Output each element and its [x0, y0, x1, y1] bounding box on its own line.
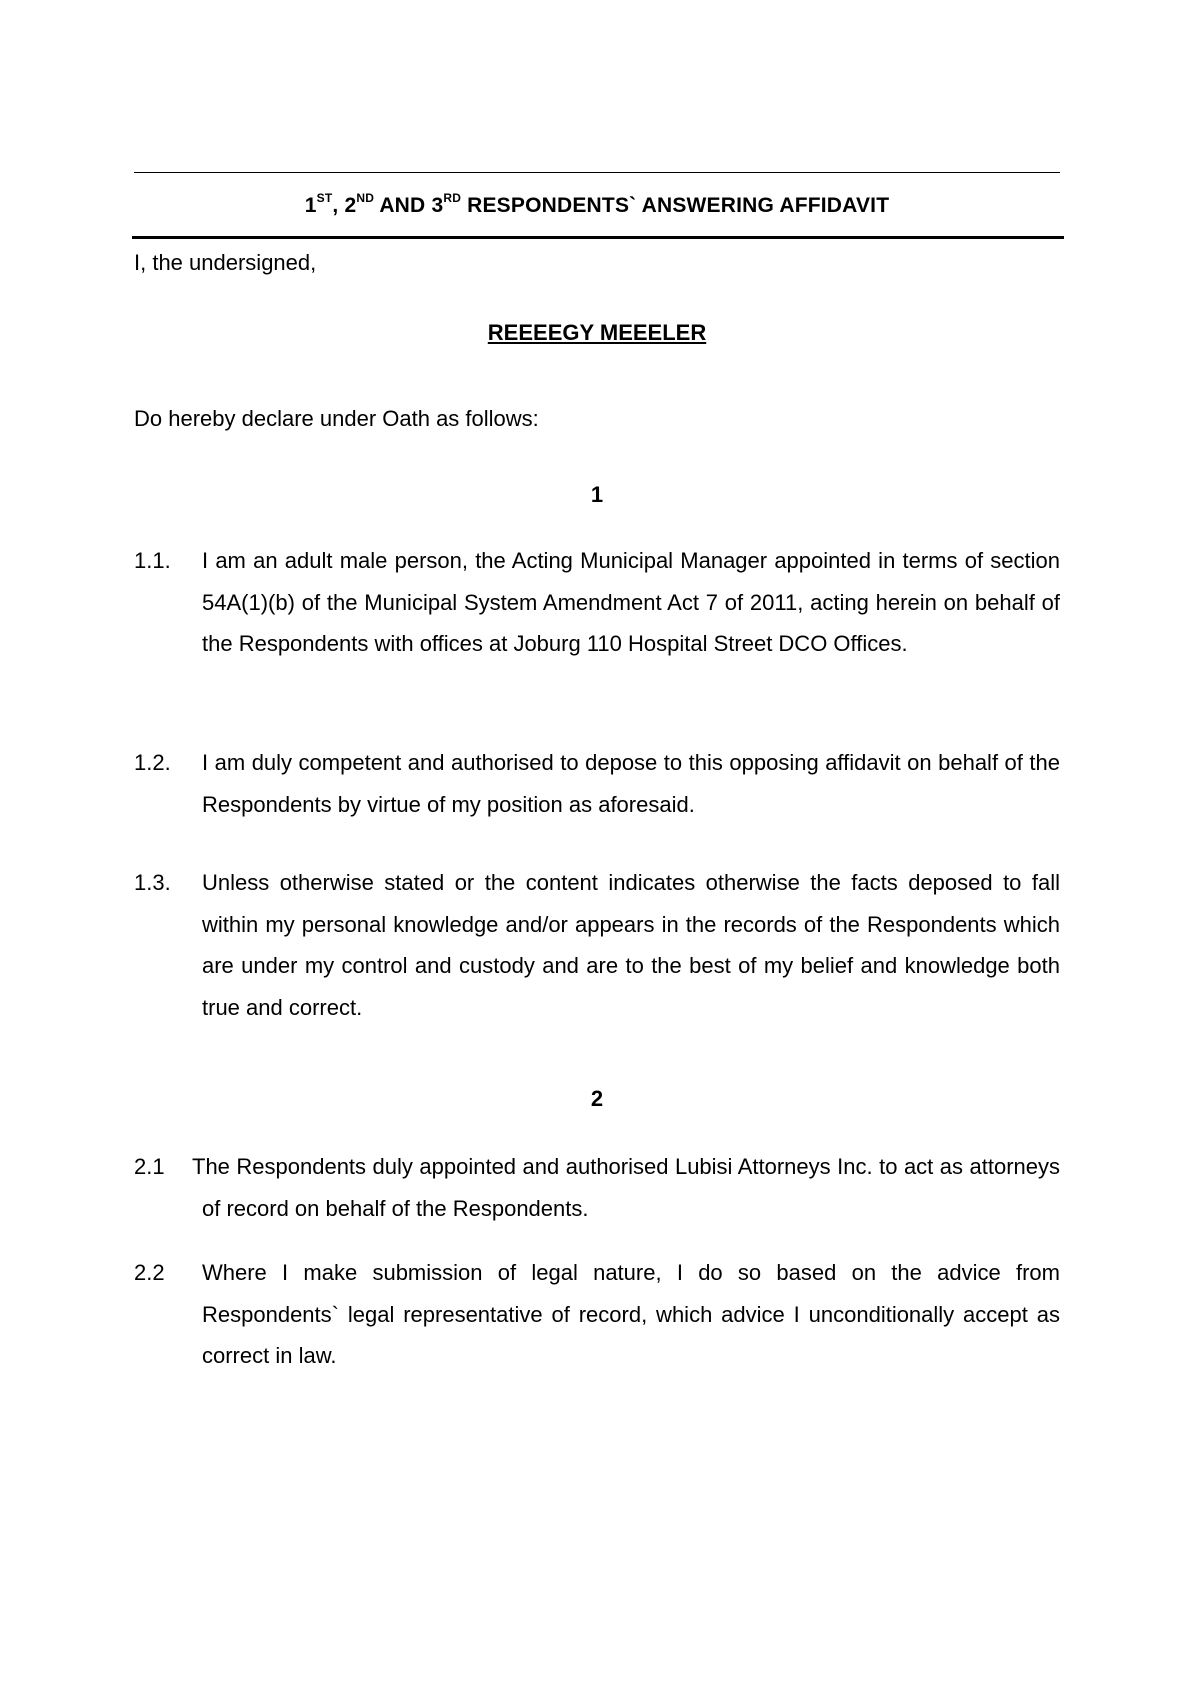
paragraph-text: Unless otherwise stated or the content indicates otherwise the facts deposed to fall within my personal knowledge and/or appears in the records of the Respondents which are under my control and custody and are to the best of my belief and knowledge both true and correct.	[202, 870, 1060, 1020]
paragraph-1-1	[134, 540, 1060, 665]
declaration-line: Do hereby declare under Oath as follows:	[134, 406, 539, 431]
paragraph-2-2	[134, 1252, 1060, 1377]
paragraph-1-2	[134, 742, 1060, 825]
paragraph-number: 2.2	[134, 1260, 165, 1285]
paragraph-text: Where I make submission of legal nature, I do so based on the advice from Respondents` legal representative of record, which advice I unconditionally accept as correct in law.	[202, 1260, 1060, 1368]
paragraph-2-1	[134, 1146, 1060, 1229]
deponent-name: REEEEGY MEEELER	[487, 320, 707, 345]
section-number-2: 2	[590, 1086, 604, 1111]
paragraph-text: I am duly competent and authorised to depose to this opposing affidavit on behalf of the Respondents by virtue of my position as aforesaid.	[202, 750, 1060, 817]
paragraph-number: 1.2.	[134, 750, 171, 775]
paragraph-text: I am an adult male person, the Acting Municipal Manager appointed in terms of section 54A(1)(b) of the Municipal System Amendment Act 7 of 2011, acting herein on behalf of the Respondents with offices at Joburg 110 Hospital Street DCO Offices.	[202, 548, 1060, 656]
paragraph-number: 2.1	[134, 1154, 165, 1179]
intro-line: I, the undersigned,	[134, 250, 317, 275]
title-bottom-rule	[132, 236, 1064, 239]
paragraph-text: The Respondents duly appointed and authorised Lubisi Attorneys Inc. to act as attorneys of record on behalf of the Respondents.	[192, 1154, 1060, 1221]
paragraph-number: 1.1.	[134, 548, 171, 573]
document-title: 1ST, 2ND AND 3RD RESPONDENTS` ANSWERING AFFIDAVIT	[304, 191, 890, 217]
paragraph-number: 1.3.	[134, 870, 171, 895]
paragraph-1-3	[134, 862, 1060, 1028]
title-top-rule	[134, 172, 1060, 173]
section-number-1: 1	[590, 482, 604, 507]
